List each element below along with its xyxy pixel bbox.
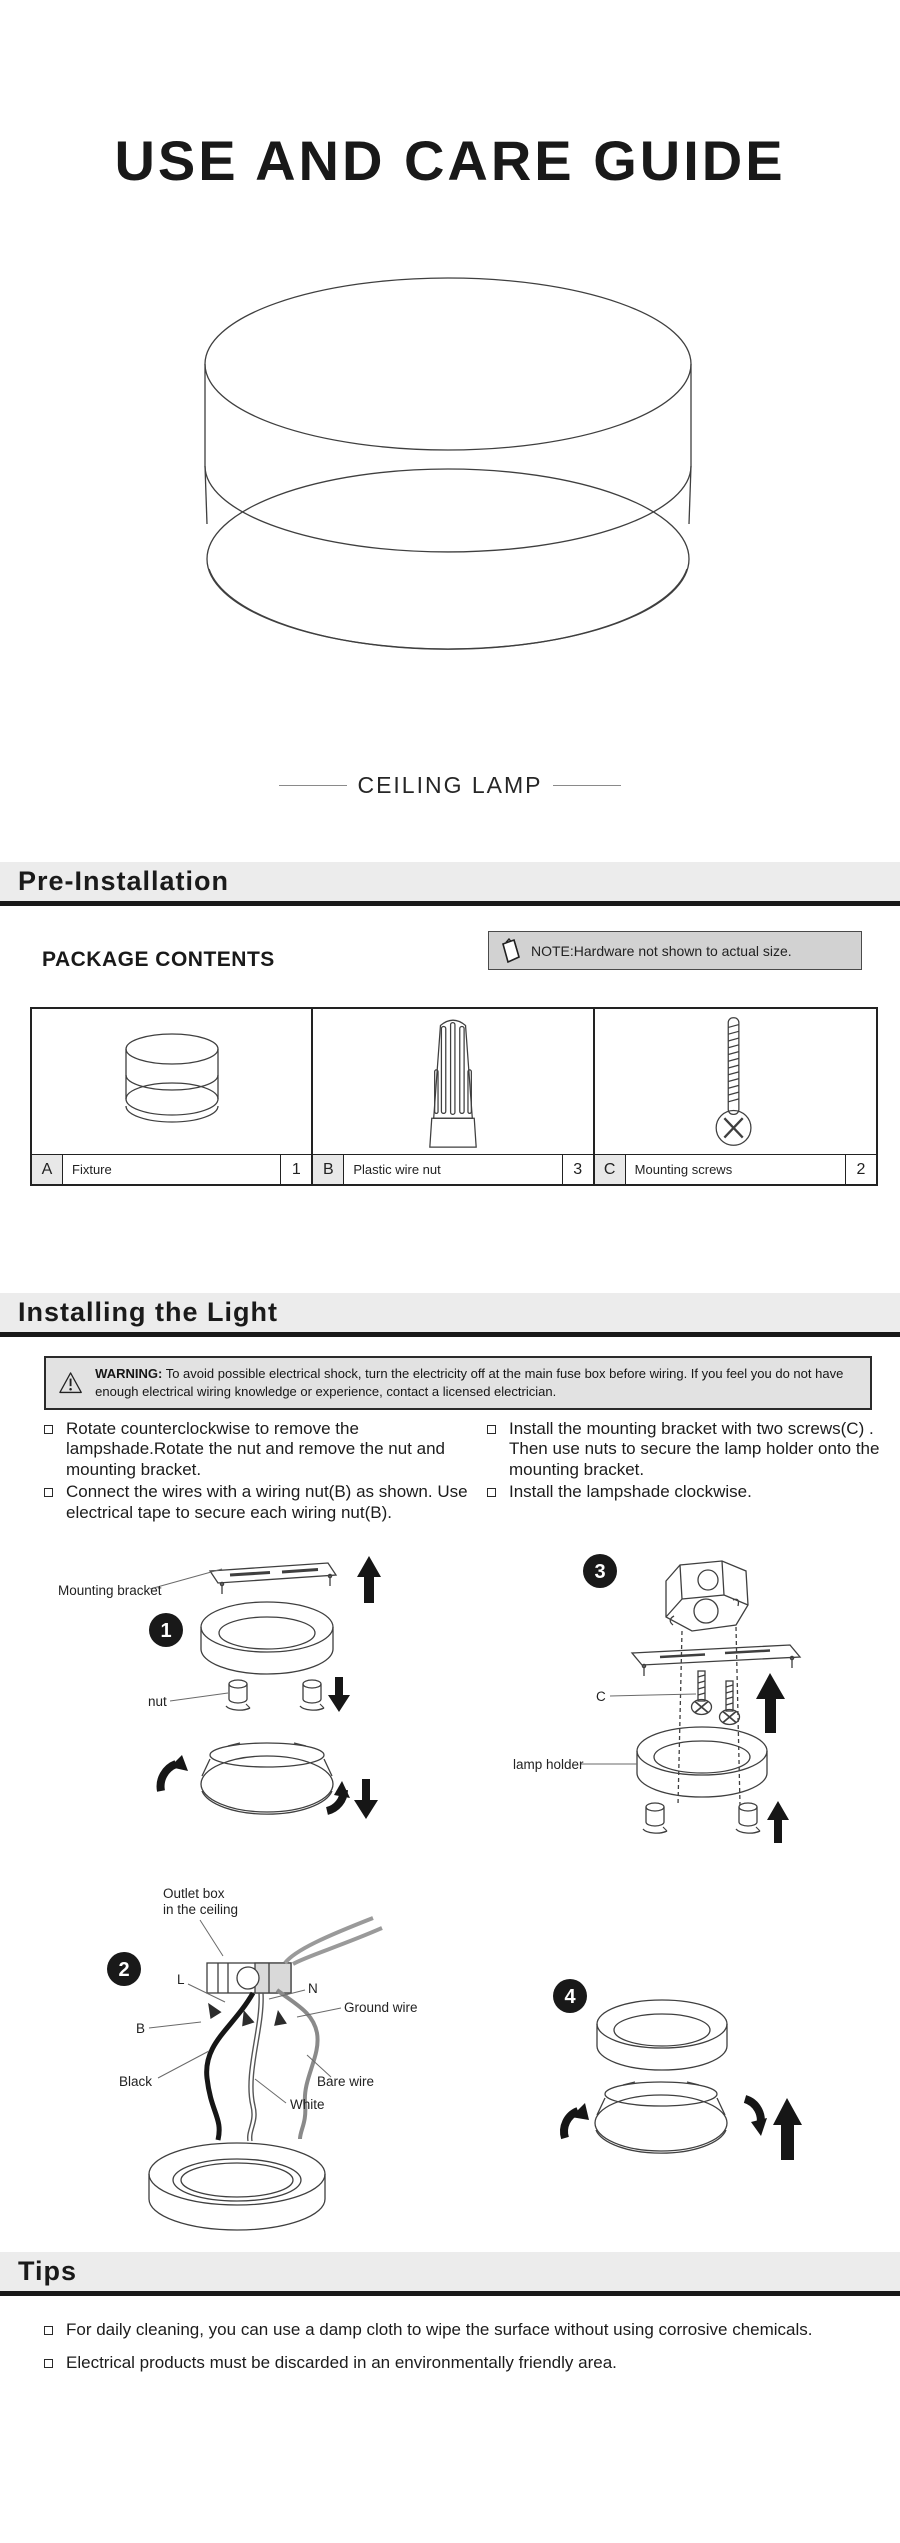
step1-number: 1 — [160, 1620, 172, 1642]
rotate-arrowhead — [751, 2118, 767, 2136]
up-arrow-icon — [773, 2098, 802, 2160]
line-n-label: N — [308, 1981, 318, 1996]
wire-nut-illustration — [313, 1009, 592, 1155]
section-pre-installation-header — [0, 862, 900, 906]
ground-wire-label: Ground wire — [344, 2000, 418, 2015]
bare-wire-label: Bare wire — [317, 2074, 375, 2089]
package-item-screws — [595, 1009, 876, 1184]
step-text: Install the lampshade clockwise. — [509, 1482, 752, 1502]
wire-nut-b-label: B — [136, 2021, 146, 2036]
nut-label: nut — [148, 1694, 167, 1709]
step2-number: 2 — [118, 1959, 130, 1981]
package-contents-table — [30, 1007, 878, 1186]
tip-item — [44, 2353, 860, 2373]
down-arrow-icon — [328, 1677, 350, 1712]
page-title: USE AND CARE GUIDE — [114, 129, 786, 192]
up-arrow-icon — [357, 1556, 381, 1603]
wire-nut-letter: B — [313, 1155, 344, 1184]
fixture-illustration — [32, 1009, 311, 1155]
down-arrow-icon — [354, 1779, 378, 1819]
checkbox-square-icon — [44, 2326, 53, 2335]
white-wire-label: White — [290, 2097, 325, 2112]
caption-rule-left — [279, 785, 347, 786]
installing-heading: Installing the Light — [18, 1297, 278, 1327]
warning-text — [95, 1365, 858, 1400]
section-installing-header — [0, 1293, 900, 1337]
screws-letter: C — [595, 1155, 626, 1184]
note-text: NOTE:Hardware not shown to actual size. — [531, 942, 792, 959]
screws-caption-row — [595, 1155, 876, 1184]
checkbox-square-icon — [487, 1488, 496, 1497]
screw-c-label: C — [596, 1689, 606, 1704]
step-text: Rotate counterclockwise to remove the lampshade.Rotate the nut and remove the nut and mounting bracket. — [66, 1419, 445, 1479]
step-item — [44, 1482, 476, 1523]
step3-number: 3 — [594, 1561, 606, 1583]
rotate-arrow-icon — [161, 1764, 176, 1791]
steps-left-column — [44, 1419, 476, 1525]
screws-name: Mounting screws — [634, 1162, 733, 1177]
wire-nut-name: Plastic wire nut — [353, 1162, 441, 1177]
line-l-label: L — [177, 1972, 185, 1987]
caption-rule-right — [553, 785, 621, 786]
outlet-box-label-line1: Outlet box — [163, 1886, 225, 1901]
pre-installation-heading: Pre-Installation — [18, 866, 230, 896]
note-box — [488, 931, 862, 970]
warning-label: WARNING: — [95, 1366, 163, 1382]
package-item-fixture — [32, 1009, 313, 1184]
warning-triangle-icon — [58, 1364, 83, 1402]
rotate-arrowhead — [334, 1781, 350, 1798]
step-item — [487, 1482, 887, 1502]
tip-text: For daily cleaning, you can use a damp cloth to wipe the surface without using corrosive chemicals. — [66, 2320, 813, 2339]
screw-illustration — [595, 1009, 876, 1155]
up-arrow-icon — [756, 1673, 785, 1733]
step4-number: 4 — [564, 1986, 576, 2008]
screws-qty: 2 — [845, 1155, 876, 1184]
diagram-step4 — [515, 1968, 885, 2203]
warning-box — [44, 1356, 872, 1410]
package-item-wire-nut — [313, 1009, 594, 1184]
checkbox-square-icon — [44, 1488, 53, 1497]
fixture-name: Fixture — [72, 1162, 112, 1177]
tip-item — [44, 2320, 860, 2340]
package-contents-heading: PACKAGE CONTENTS — [42, 948, 275, 971]
steps-right-column — [487, 1419, 887, 1505]
product-caption — [0, 772, 900, 799]
checkbox-square-icon — [44, 2359, 53, 2368]
tips-heading: Tips — [18, 2256, 78, 2286]
product-label: CEILING LAMP — [357, 772, 543, 798]
wire-nut-caption-row — [313, 1155, 592, 1184]
fixture-qty: 1 — [280, 1155, 311, 1184]
black-wire-label: Black — [119, 2074, 153, 2089]
tip-text: Electrical products must be discarded in an environmentally friendly area. — [66, 2353, 617, 2373]
wire-nut-qty: 3 — [562, 1155, 593, 1184]
checkbox-square-icon — [487, 1425, 496, 1434]
up-arrow-icon — [767, 1801, 789, 1843]
step-text: Connect the wires with a wiring nut(B) as shown. Use electrical tape to secure each wiring nut(B). — [66, 1482, 468, 1522]
diagram-step3 — [470, 1543, 890, 1855]
tips-list — [44, 2320, 860, 2387]
step-item — [487, 1419, 887, 1480]
step-item — [44, 1419, 476, 1480]
fixture-caption-row — [32, 1155, 311, 1184]
lamp-holder-label: lamp holder — [513, 1757, 584, 1772]
diagram-step1 — [30, 1553, 460, 1865]
diagram-step2 — [55, 1878, 435, 2236]
step-text: Install the mounting bracket with two screws(C) . Then use nuts to secure the lamp holder onto the mounting bracket. — [509, 1419, 880, 1479]
checkbox-square-icon — [44, 1425, 53, 1434]
outlet-box-label-line2: in the ceiling — [163, 1902, 239, 1917]
warning-body: To avoid possible electrical shock, turn the electricity off at the main fuse box before wiring. If you feel you do not have enough electrical wiring knowledge or experience, contact a licensed electrician. — [95, 1366, 844, 1399]
fixture-letter: A — [32, 1155, 63, 1184]
ceiling-lamp-illustration — [180, 268, 720, 678]
note-icon — [499, 938, 521, 964]
mounting-bracket-label: Mounting bracket — [58, 1583, 162, 1598]
section-tips-header — [0, 2252, 900, 2296]
